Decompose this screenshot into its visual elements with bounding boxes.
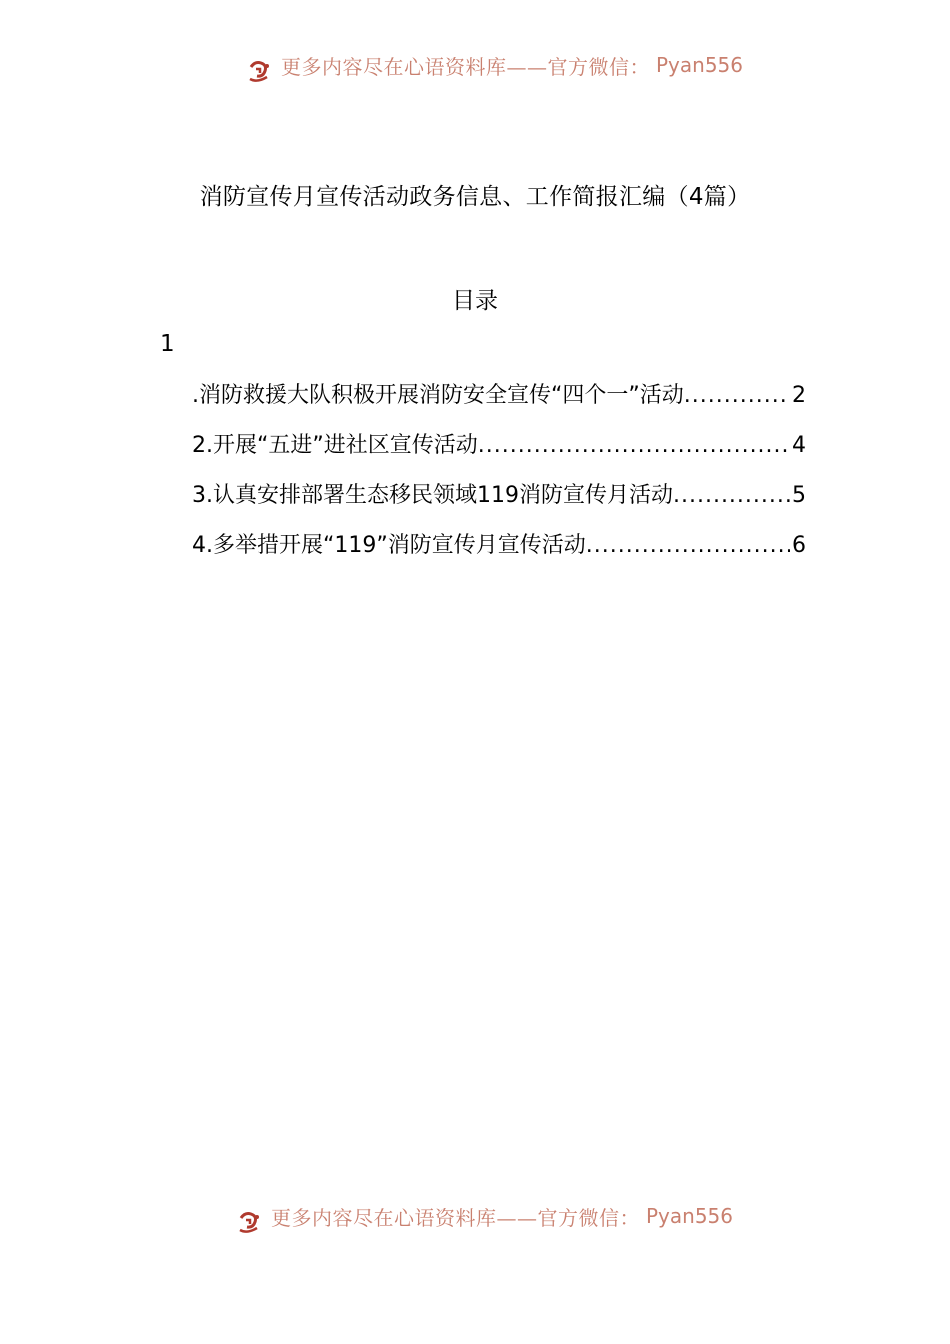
toc-entry[interactable] — [192, 528, 806, 578]
toc-dot-leader — [673, 483, 790, 508]
toc-dot-leader — [684, 383, 790, 408]
toc-entry[interactable] — [192, 428, 806, 478]
toc-entry[interactable] — [192, 478, 806, 528]
toc-entry-title: 2.开展“五进”进社区宣传活动 — [192, 433, 478, 458]
watermark-wechat-id: Pyan556 — [645, 1207, 733, 1228]
toc-page-number: 4 — [792, 433, 806, 458]
watermark-text: 更多内容尽在心语资料库——官方微信： — [270, 1207, 640, 1230]
toc-entry-title: 3.认真安排部署生态移民领域119消防宣传月活动 — [192, 483, 673, 508]
toc-page-number: 2 — [792, 383, 806, 408]
document-title: 消防宣传月宣传活动政务信息、工作简报汇编（4篇） — [199, 184, 751, 210]
footer-watermark — [0, 1207, 950, 1237]
toc-page-number: 5 — [792, 483, 806, 508]
toc-entry[interactable] — [192, 378, 806, 428]
toc-dot-leader — [478, 433, 790, 458]
toc-leading-number: 1 — [160, 331, 175, 357]
toc-dot-leader — [586, 533, 790, 558]
table-of-contents — [192, 378, 806, 578]
watermark-text: 更多内容尽在心语资料库——官方微信： — [280, 56, 650, 79]
header-watermark — [0, 56, 950, 86]
brand-logo-icon — [247, 57, 275, 85]
toc-page-number: 6 — [792, 533, 806, 558]
toc-heading: 目录 — [452, 288, 498, 314]
toc-entry-title: .消防救援大队积极开展消防安全宣传“四个一”活动 — [192, 383, 684, 408]
toc-entry-title: 4.多举措开展“119”消防宣传月宣传活动 — [192, 533, 586, 558]
brand-logo-icon — [237, 1208, 265, 1236]
watermark-wechat-id: Pyan556 — [655, 56, 743, 77]
